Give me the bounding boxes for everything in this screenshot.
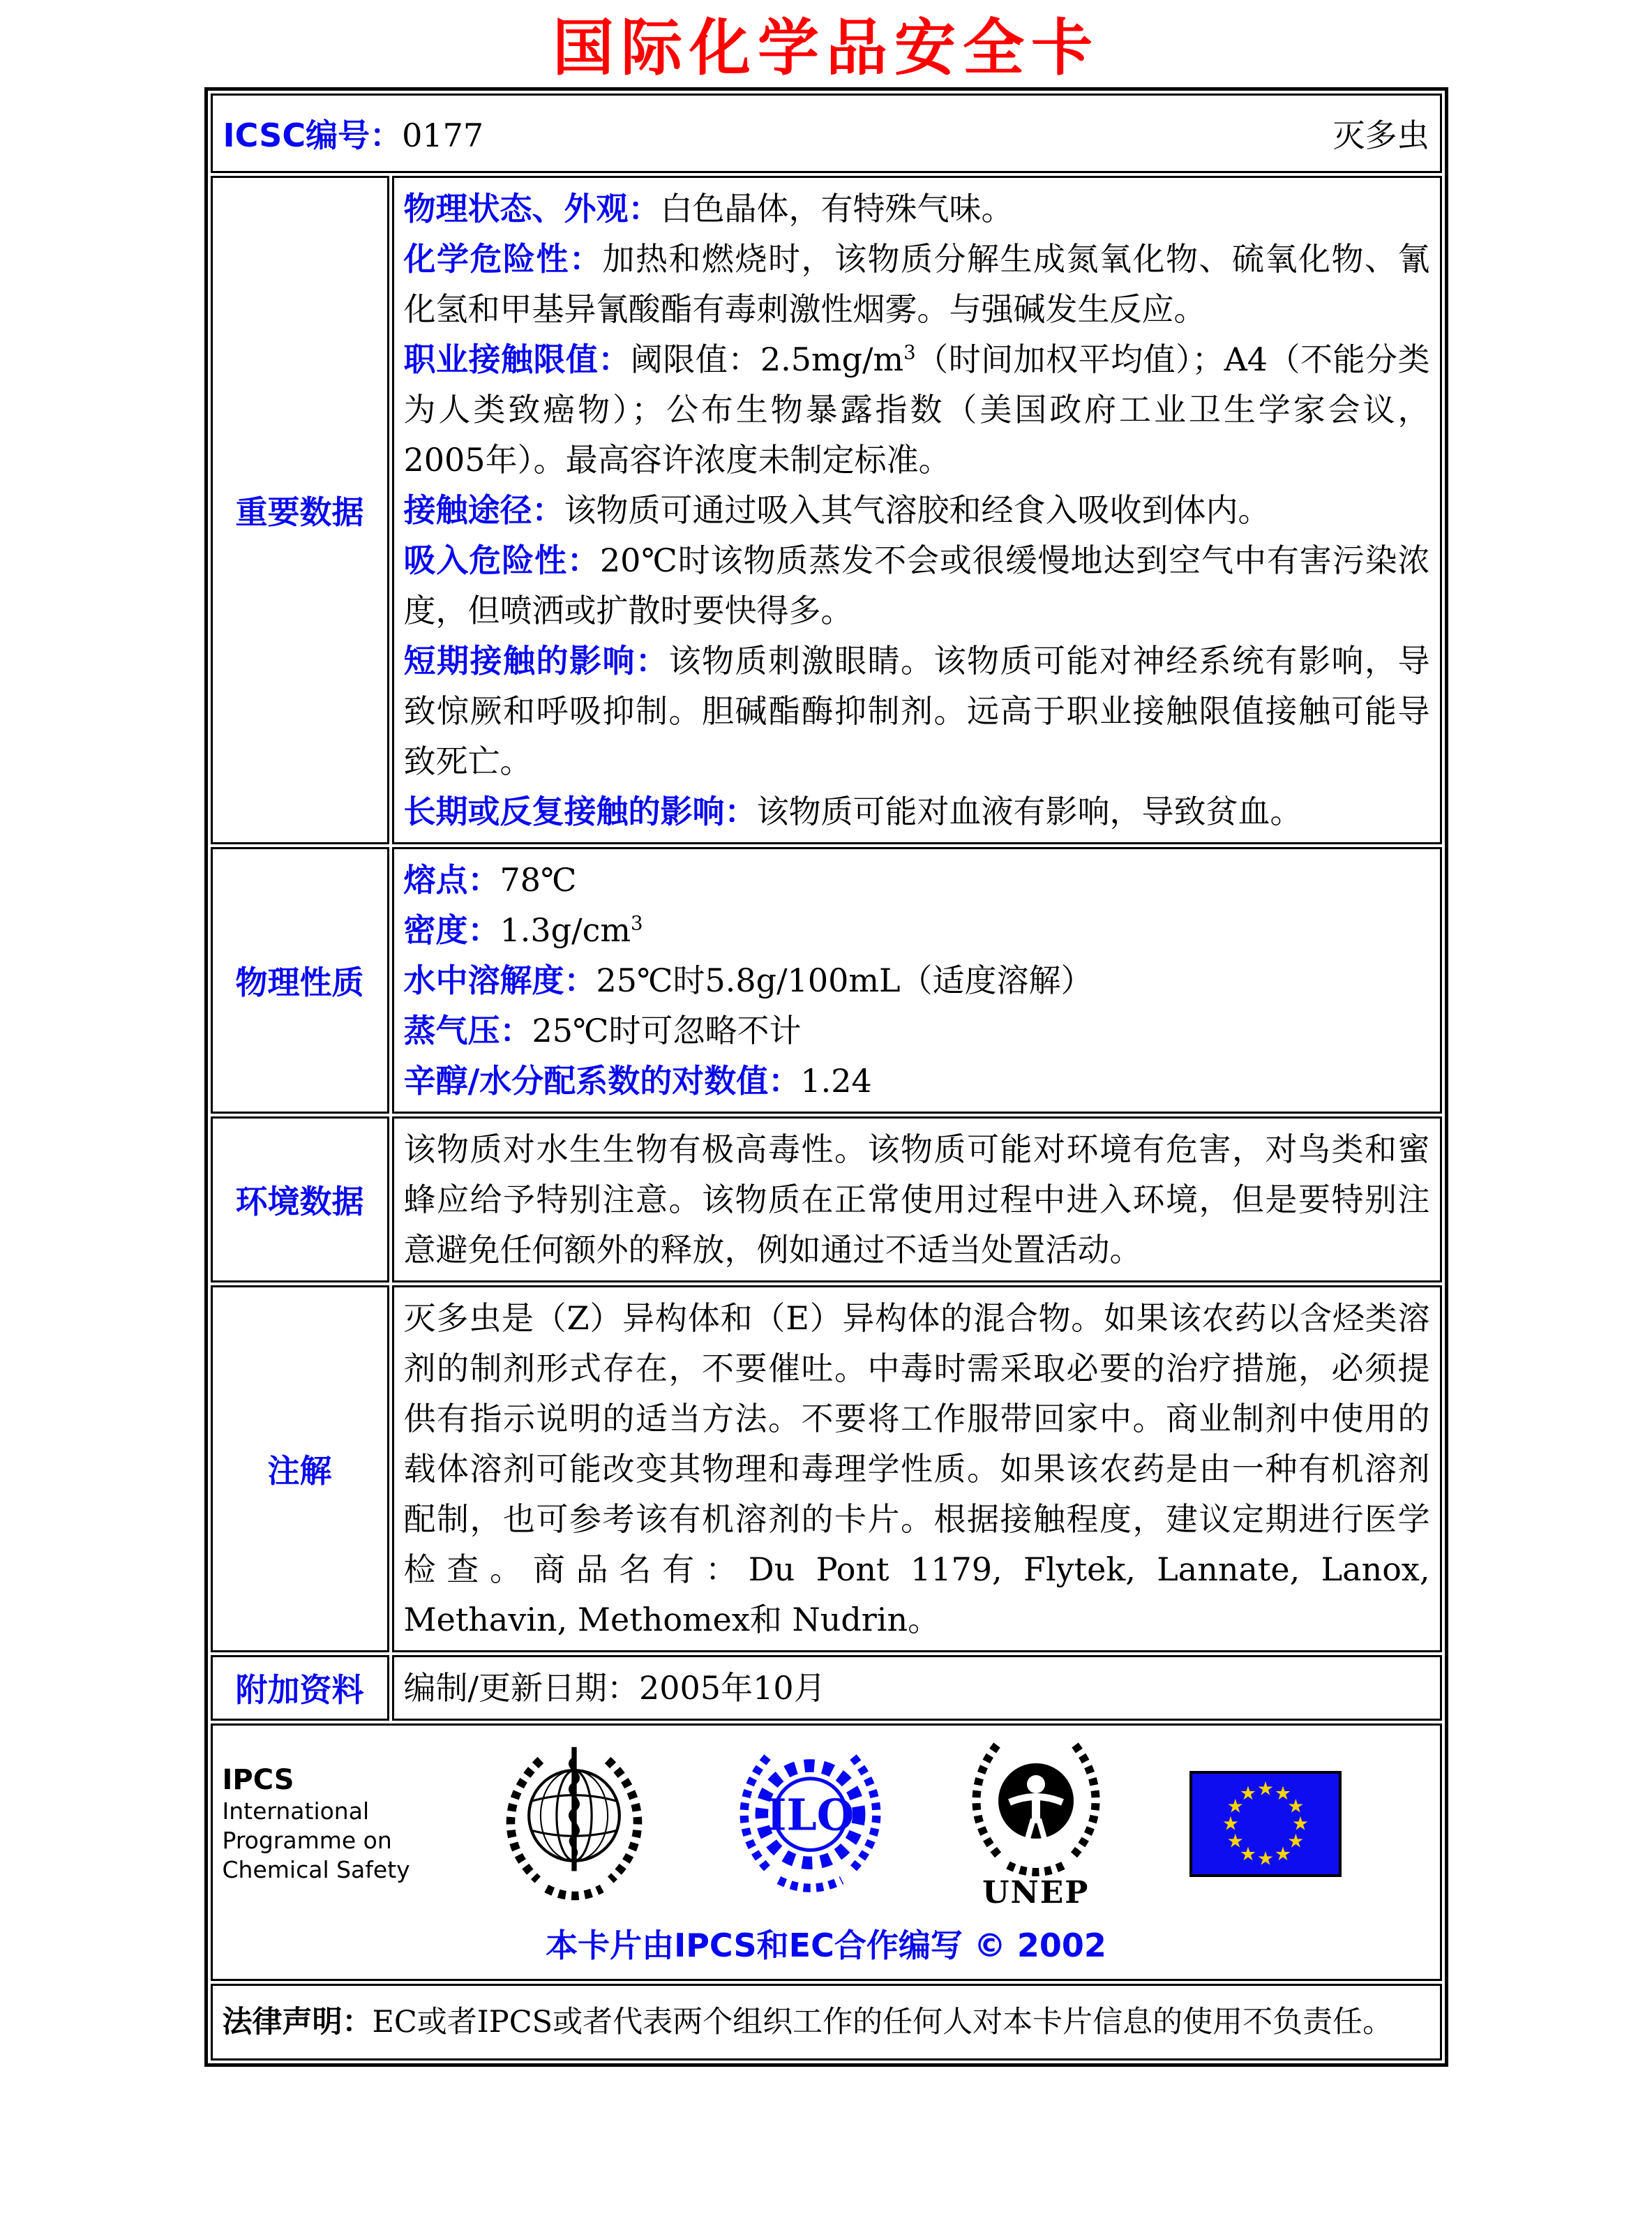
section-label-notes: 注解 [211,1285,389,1652]
field-paragraph: 职业接触限值：阈限值：$2.5mg/m^3$（时间加权平均值）；A4（不能分类为人类致癌物）；公布生物暴露指数（美国政府工业卫生学家会议，2005年）。最高容许浓度未制定标准。 [403,341,1430,479]
section-content-physical-properties [392,847,1442,1114]
svg-text:★: ★ [1275,1843,1292,1865]
who-logo-icon [494,1738,654,1909]
field-paragraph: 化学危险性：加热和燃烧时，该物质分解生成氮氧化物、硫氧化物、氰化氢和甲基异氰酸酯有毒刺激性烟雾。与强碱发生反应。 [403,240,1430,329]
field-label: 短期接触的影响： [403,642,669,680]
section-content-important-data [392,176,1442,844]
svg-text:★: ★ [1292,1813,1309,1835]
field-paragraph: 编制/更新日期：2005年10月 [403,1669,826,1707]
svg-text:★: ★ [1222,1813,1240,1835]
section-row-additional-information [211,1655,1442,1721]
field-paragraph: 物理状态、外观：白色晶体，有特殊气味。 [403,190,1014,228]
field-paragraph: 蒸气压：25℃时可忽略不计 [403,1012,802,1050]
field-label: 蒸气压： [403,1012,532,1050]
legal-label: 法律声明： [222,2005,373,2040]
ipcs-acronym: IPCS [222,1763,294,1796]
credit-text: 本卡片由IPCS和EC合作编写 [546,1927,963,1965]
section-row-important-data [211,176,1442,844]
section-content-notes [392,1285,1442,1652]
field-paragraph: 熔点：78℃ [403,861,577,899]
ipcs-logo [223,1763,410,1885]
svg-text:★: ★ [1240,1782,1257,1804]
legal-row [211,1984,1442,2061]
field-label: 接触途径： [403,491,564,530]
field-label: 水中溶解度： [403,962,596,1000]
svg-text:★: ★ [1227,1830,1245,1853]
unep-logo [966,1737,1106,1910]
section-row-notes [211,1285,1442,1652]
section-label-environmental-data: 环境数据 [211,1116,389,1283]
icsc-number-value: 0177 [402,117,484,155]
ipcs-line: Programme on [222,1826,392,1854]
eu-flag-icon [1189,1771,1342,1877]
header-body [211,94,1442,173]
field-paragraph: 辛醇/水分配系数的对数值：1.24 [403,1062,872,1100]
field-label: 辛醇/水分配系数的对数值： [403,1062,801,1100]
page-title: 国际化学品安全卡 [552,11,1099,84]
section-row-environmental-data [211,1116,1442,1283]
svg-text:★: ★ [1287,1830,1305,1853]
section-label-additional-information: 附加资料 [211,1655,389,1721]
header-row [211,94,1442,173]
legal-text: EC或者IPCS或者代表两个组织工作的任何人对本卡片信息的使用不负责任。 [372,2005,1393,2040]
svg-text:★: ★ [1240,1843,1257,1865]
ipcs-line: Chemical Safety [222,1855,410,1883]
svg-text:★: ★ [1287,1795,1305,1818]
sections-body [211,176,1442,1721]
svg-text:★: ★ [1227,1795,1245,1818]
ipcs-line: International [222,1797,370,1825]
logos-strip [213,1733,1440,1910]
field-paragraph: 接触途径：该物质可通过吸入其气溶胶和经食入吸收到体内。 [403,491,1270,530]
ilo-logo-icon [739,1742,882,1906]
section-row-physical-properties [211,847,1442,1114]
chemical-name: 灭多虫 [1332,117,1429,155]
field-label: 职业接触限值： [403,341,631,379]
field-label: 熔点： [403,861,500,899]
unep-logo-text: UNEP [982,1875,1090,1911]
icsc-card-table [204,87,1448,2067]
credit-line [213,1910,1440,1975]
field-label: 密度： [403,911,500,950]
field-paragraph: 密度：$1.3g/cm^3$ [403,911,643,950]
icsc-number-label: ICSC编号： [223,117,403,155]
section-content-additional-information [392,1655,1442,1721]
icsc-number [223,110,484,156]
field-paragraph: 该物质对水生生物有极高毒性。该物质可能对环境有危害，对鸟类和蜜蜂应给予特别注意。该物质在正常使用过程中进入环境，但是要特别注意避免任何额外的释放，例如通过不适当处置活动。 [403,1130,1430,1269]
ilo-logo-text: ILO [766,1789,855,1841]
field-paragraph: 吸入危险性：20℃时该物质蒸发不会或很缓慢地达到空气中有害污染浓度，但喷洒或扩散时要快得多。 [403,541,1430,630]
field-paragraph: 灭多虫是（Z）异构体和（E）异构体的混合物。如果该农药以含烃类溶剂的制剂形式存在，不要催吐。中毒时需采取必要的治疗措施，必须提供有指示说明的适当方法。不要将工作服带回家中。商业制剂中使用的载体溶剂可能改变其物理和毒理学性质。如果该农药是由一种有机溶剂配制，也可参考该有机溶剂的卡片。根据接触程度，建议定期进行医学检查。商品名有：Du Pont 1179, Flytek, Lannate, Lanox, Methavin, Methomex和 Nudrin。 [403,1299,1430,1639]
logos-row [211,1723,1442,1981]
unep-logo-icon [966,1737,1106,1876]
field-label: 吸入危险性： [403,541,600,580]
section-content-environmental-data [392,1116,1442,1283]
field-paragraph: 短期接触的影响：该物质刺激眼睛。该物质可能对神经系统有影响，导致惊厥和呼吸抑制。胆碱酯酶抑制剂。远高于职业接触限值接触可能导致死亡。 [403,642,1430,781]
svg-text:★: ★ [1275,1782,1292,1804]
field-paragraph: 长期或反复接触的影响：该物质可能对血液有影响，导致贫血。 [403,793,1302,831]
svg-text:★: ★ [1257,1778,1275,1800]
field-label: 长期或反复接触的影响： [403,793,757,831]
field-paragraph: 水中溶解度：25℃时5.8g/100mL（适度溶解） [403,962,1093,1000]
card-header [213,96,1439,170]
svg-text:★: ★ [1257,1848,1275,1870]
section-label-physical-properties: 物理性质 [211,847,389,1114]
field-label: 化学危险性： [403,240,603,278]
copyright-text: © 2002 [973,1927,1106,1965]
footer-body [211,1723,1442,2061]
field-label: 物理状态、外观： [403,190,661,228]
section-label-important-data: 重要数据 [211,176,389,844]
